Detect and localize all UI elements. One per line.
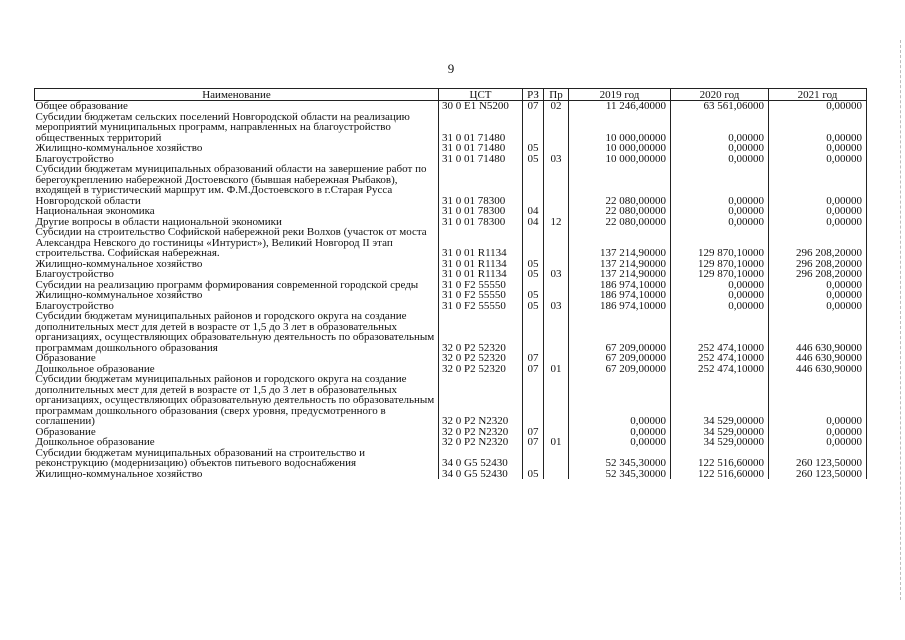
- row-2020: 252 474,10000: [671, 353, 769, 364]
- row-pr: 03: [544, 269, 569, 280]
- row-2019: 10 000,00000: [569, 143, 671, 154]
- row-2020: 129 870,10000: [671, 227, 769, 259]
- row-2020: 0,00000: [671, 112, 769, 144]
- row-2019: 0,00000: [569, 437, 671, 448]
- row-2019: 137 214,90000: [569, 269, 671, 280]
- row-2020: 34 529,00000: [671, 374, 769, 427]
- table-row: [35, 164, 867, 206]
- row-rz: 05: [523, 290, 544, 301]
- row-2019: 137 214,90000: [569, 259, 671, 270]
- row-name: Субсидии бюджетам муниципальных образований на строительство и реконструкцию (модернизацию) объектов питьевого водоснабжения: [35, 448, 439, 469]
- row-2021: 0,00000: [769, 143, 867, 154]
- row-2020: 0,00000: [671, 143, 769, 154]
- row-code: 32 0 P2 N2320: [439, 427, 523, 438]
- row-2020: 122 516,60000: [671, 448, 769, 469]
- row-2021: 0,00000: [769, 374, 867, 427]
- row-2020: 252 474,10000: [671, 364, 769, 375]
- row-rz: [523, 112, 544, 144]
- row-name: Субсидии бюджетам сельских поселений Новгородской области на реализацию мероприятий муниципальных программ, направленных на благоустройство общественных территорий: [35, 112, 439, 144]
- row-rz: 04: [523, 217, 544, 228]
- row-code: 31 0 01 71480: [439, 154, 523, 165]
- table-row: [35, 206, 867, 217]
- row-pr: [544, 353, 569, 364]
- row-rz: 07: [523, 353, 544, 364]
- row-2021: 0,00000: [769, 154, 867, 165]
- table-row: [35, 269, 867, 280]
- row-name: Жилищно-коммунальное хозяйство: [35, 143, 439, 154]
- header-pr: Пр: [544, 89, 569, 101]
- row-name: Субсидии бюджетам муниципальных районов и городского округа на создание дополнительных мест для детей в возрасте от 1,5 до 3 лет в образовательных организациях, осуществляющих образовательную деятельность по образовательным программам дошкольного образования: [35, 311, 439, 353]
- table-body: [35, 101, 867, 480]
- row-2019: 22 080,00000: [569, 217, 671, 228]
- row-code: 30 0 E1 N5200: [439, 101, 523, 112]
- row-rz: 05: [523, 301, 544, 312]
- row-pr: 01: [544, 364, 569, 375]
- row-rz: [523, 311, 544, 353]
- row-name: Благоустройство: [35, 154, 439, 165]
- table-row: [35, 448, 867, 469]
- row-pr: [544, 112, 569, 144]
- header-name: Наименование: [35, 89, 439, 101]
- row-code: 32 0 P2 52320: [439, 311, 523, 353]
- row-name: Дошкольное образование: [35, 364, 439, 375]
- row-pr: [544, 469, 569, 480]
- row-code: 31 0 01 78300: [439, 164, 523, 206]
- table-row: [35, 143, 867, 154]
- row-2021: 260 123,50000: [769, 469, 867, 480]
- page-number: 9: [447, 61, 455, 76]
- row-pr: [544, 374, 569, 427]
- row-2019: 10 000,00000: [569, 154, 671, 165]
- row-name: Национальная экономика: [35, 206, 439, 217]
- row-pr: 02: [544, 101, 569, 112]
- row-2020: 129 870,10000: [671, 259, 769, 270]
- row-rz: 04: [523, 206, 544, 217]
- row-name: Другие вопросы в области национальной экономики: [35, 217, 439, 228]
- row-pr: [544, 143, 569, 154]
- row-2020: 122 516,60000: [671, 469, 769, 480]
- row-2019: 11 246,40000: [569, 101, 671, 112]
- header-2020: 2020 год: [671, 89, 769, 101]
- row-2019: 67 209,00000: [569, 353, 671, 364]
- row-pr: [544, 227, 569, 259]
- row-name: Жилищно-коммунальное хозяйство: [35, 469, 439, 480]
- row-pr: [544, 206, 569, 217]
- row-2021: 0,00000: [769, 164, 867, 206]
- row-2020: 34 529,00000: [671, 437, 769, 448]
- row-2019: 186 974,10000: [569, 280, 671, 291]
- row-rz: 05: [523, 143, 544, 154]
- row-code: 31 0 01 78300: [439, 206, 523, 217]
- row-2021: 0,00000: [769, 280, 867, 291]
- table-row: [35, 227, 867, 259]
- row-2019: 0,00000: [569, 427, 671, 438]
- row-2021: 0,00000: [769, 217, 867, 228]
- row-pr: [544, 290, 569, 301]
- row-code: 32 0 P2 52320: [439, 353, 523, 364]
- row-code: 31 0 01 R1134: [439, 259, 523, 270]
- table-row: [35, 112, 867, 144]
- row-rz: [523, 374, 544, 427]
- table-row: [35, 311, 867, 353]
- row-rz: 05: [523, 154, 544, 165]
- row-rz: 07: [523, 101, 544, 112]
- row-2021: 0,00000: [769, 437, 867, 448]
- row-2019: 67 209,00000: [569, 311, 671, 353]
- row-2020: 34 529,00000: [671, 427, 769, 438]
- row-2021: 446 630,90000: [769, 364, 867, 375]
- row-code: 31 0 01 71480: [439, 112, 523, 144]
- row-2021: 0,00000: [769, 290, 867, 301]
- row-rz: [523, 164, 544, 206]
- table-row: [35, 353, 867, 364]
- row-rz: [523, 448, 544, 469]
- row-2021: 446 630,90000: [769, 311, 867, 353]
- row-code: 34 0 G5 52430: [439, 448, 523, 469]
- row-rz: 05: [523, 469, 544, 480]
- row-name: Субсидии бюджетам муниципальных образований области на завершение работ по берегоукреплению набережной Достоевского (бывшая набережная Рыбаков), входящей в туристический маршрут им. Ф.М.Достоевского в г.Старая Русса Новгородской области: [35, 164, 439, 206]
- row-2020: 129 870,10000: [671, 269, 769, 280]
- table-row: [35, 437, 867, 448]
- row-rz: 05: [523, 259, 544, 270]
- row-name: Жилищно-коммунальное хозяйство: [35, 290, 439, 301]
- row-code: 31 0 01 71480: [439, 143, 523, 154]
- row-code: 31 0 01 78300: [439, 217, 523, 228]
- row-code: 32 0 P2 52320: [439, 364, 523, 375]
- row-2020: 0,00000: [671, 154, 769, 165]
- row-2021: 0,00000: [769, 427, 867, 438]
- row-2020: 0,00000: [671, 164, 769, 206]
- row-name: Благоустройство: [35, 301, 439, 312]
- row-code: 31 0 01 R1134: [439, 227, 523, 259]
- row-2019: 22 080,00000: [569, 164, 671, 206]
- scan-margin-marks: [898, 40, 901, 600]
- row-code: 31 0 01 R1134: [439, 269, 523, 280]
- row-rz: 07: [523, 427, 544, 438]
- row-name: Общее образование: [35, 101, 439, 112]
- row-pr: [544, 164, 569, 206]
- budget-table: [34, 88, 867, 479]
- row-2019: 186 974,10000: [569, 290, 671, 301]
- row-name: Субсидии на строительство Софийской набережной реки Волхов (участок от моста Александра Невского до гостиницы «Интурист»), Великий Новгород II этап строительства. Софийская набережная.: [35, 227, 439, 259]
- row-code: 34 0 G5 52430: [439, 469, 523, 480]
- table-row: [35, 290, 867, 301]
- row-2019: 52 345,30000: [569, 448, 671, 469]
- table-row: [35, 101, 867, 112]
- row-rz: [523, 227, 544, 259]
- header-row: [35, 89, 867, 101]
- row-pr: [544, 448, 569, 469]
- row-2020: 252 474,10000: [671, 311, 769, 353]
- row-2019: 52 345,30000: [569, 469, 671, 480]
- row-2021: 260 123,50000: [769, 448, 867, 469]
- row-name: Образование: [35, 427, 439, 438]
- row-pr: 03: [544, 154, 569, 165]
- row-rz: 07: [523, 437, 544, 448]
- table-row: [35, 469, 867, 480]
- row-name: Благоустройство: [35, 269, 439, 280]
- row-2019: 67 209,00000: [569, 364, 671, 375]
- row-2021: 296 208,20000: [769, 269, 867, 280]
- row-name: Субсидии бюджетам муниципальных районов и городского округа на создание дополнительных мест для детей в возрасте от 1,5 до 3 лет в образовательных организациях, осуществляющих образовательную деятельность по образовательным программам дошкольного образования (сверх уровня, предусмотренного в соглашении): [35, 374, 439, 427]
- row-2020: 0,00000: [671, 290, 769, 301]
- row-pr: 12: [544, 217, 569, 228]
- header-rz: РЗ: [523, 89, 544, 101]
- row-pr: [544, 311, 569, 353]
- row-pr: 01: [544, 437, 569, 448]
- row-code: 31 0 F2 55550: [439, 280, 523, 291]
- row-2019: 137 214,90000: [569, 227, 671, 259]
- row-2021: 0,00000: [769, 301, 867, 312]
- row-pr: 03: [544, 301, 569, 312]
- row-2019: 186 974,10000: [569, 301, 671, 312]
- row-2020: 0,00000: [671, 217, 769, 228]
- table-row: [35, 374, 867, 427]
- row-2020: 0,00000: [671, 206, 769, 217]
- row-2019: 10 000,00000: [569, 112, 671, 144]
- row-2020: 0,00000: [671, 301, 769, 312]
- header-2021: 2021 год: [769, 89, 867, 101]
- row-2021: 0,00000: [769, 112, 867, 144]
- row-name: Субсидии на реализацию программ формирования современной городской среды: [35, 280, 439, 291]
- header-2019: 2019 год: [569, 89, 671, 101]
- row-2021: 0,00000: [769, 206, 867, 217]
- row-2020: 0,00000: [671, 280, 769, 291]
- row-code: 32 0 P2 N2320: [439, 437, 523, 448]
- row-name: Жилищно-коммунальное хозяйство: [35, 259, 439, 270]
- row-code: 31 0 F2 55550: [439, 301, 523, 312]
- row-2021: 296 208,20000: [769, 227, 867, 259]
- row-2021: 446 630,90000: [769, 353, 867, 364]
- row-code: 31 0 F2 55550: [439, 290, 523, 301]
- row-code: 32 0 P2 N2320: [439, 374, 523, 427]
- row-2019: 22 080,00000: [569, 206, 671, 217]
- row-2020: 63 561,06000: [671, 101, 769, 112]
- row-name: Дошкольное образование: [35, 437, 439, 448]
- row-rz: 05: [523, 269, 544, 280]
- row-2019: 0,00000: [569, 374, 671, 427]
- row-2021: 0,00000: [769, 101, 867, 112]
- row-rz: 07: [523, 364, 544, 375]
- row-2021: 296 208,20000: [769, 259, 867, 270]
- header-code: ЦСТ: [439, 89, 523, 101]
- row-pr: [544, 280, 569, 291]
- row-name: Образование: [35, 353, 439, 364]
